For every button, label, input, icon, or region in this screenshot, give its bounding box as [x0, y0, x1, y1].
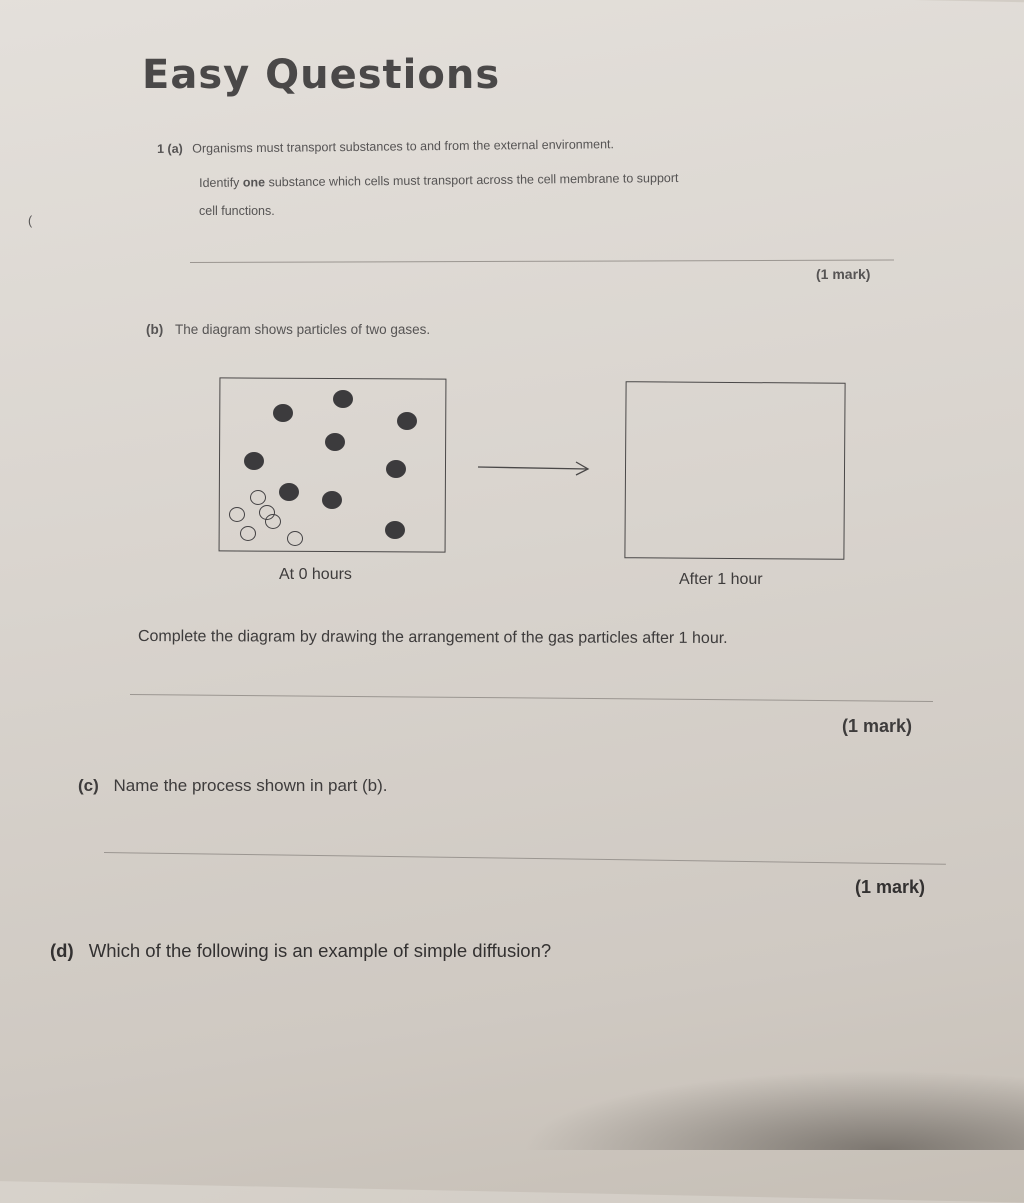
marks-1c: (1 mark) [855, 877, 926, 897]
instruction-bold: one [242, 175, 266, 190]
margin-mark: ( [28, 214, 33, 228]
question-1b-text: The diagram shows particles of two gases. [175, 322, 431, 337]
marks-1a: (1 mark) [816, 266, 871, 282]
question-1c-label: (c) [78, 776, 99, 795]
particle-dark [322, 491, 342, 509]
particle-dark [397, 412, 417, 430]
particle-dark [386, 460, 406, 478]
particle-light [265, 514, 281, 529]
question-1a-instruction-line2: cell functions. [199, 204, 275, 218]
particle-light [240, 526, 256, 541]
question-1a-number: 1 (a) [157, 141, 183, 156]
particle-dark [325, 433, 345, 451]
particle-dark [333, 390, 353, 408]
caption-1-hour: After 1 hour [679, 571, 763, 588]
question-1d-label: (d) [50, 940, 74, 961]
question-1c-text: Name the process shown in part (b). [113, 776, 388, 795]
particle-dark [385, 521, 405, 539]
question-1a-text: Organisms must transport substances to and from the external environment. [192, 137, 615, 156]
shadow [520, 1070, 1024, 1150]
instruction-post: substance which cells must transport across the cell membrane to support [265, 170, 679, 190]
particle-dark [273, 404, 293, 422]
question-1d-text: Which of the following is an example of simple diffusion? [88, 940, 552, 961]
question-1d [50, 940, 551, 962]
marks-1b: (1 mark) [842, 716, 913, 736]
particle-dark [279, 483, 299, 501]
caption-0-hours: At 0 hours [279, 566, 352, 583]
instruction-pre: Identify [199, 175, 243, 190]
particle-light [250, 490, 266, 505]
diagram-box-1-hour[interactable] [624, 381, 845, 560]
question-1b-label: (b) [146, 322, 164, 337]
question-1b-instruction: Complete the diagram by drawing the arrangement of the gas particles after 1 hour. [137, 628, 728, 648]
arrow-right-icon [476, 458, 594, 478]
particle-light [287, 531, 303, 546]
page-title: Easy Questions [142, 52, 501, 98]
particle-dark [244, 452, 264, 470]
particle-light [229, 507, 245, 522]
question-1b [146, 322, 430, 337]
question-1c [78, 776, 388, 796]
